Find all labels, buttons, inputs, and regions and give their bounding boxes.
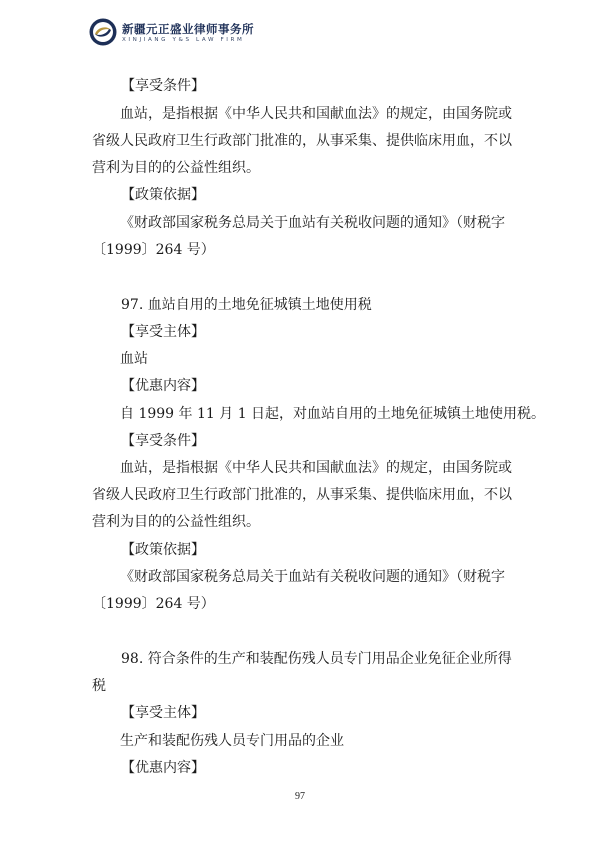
- firm-name-chinese: 新疆元正盛业律师事务所: [122, 22, 254, 36]
- item-title-continued: 税: [92, 678, 106, 694]
- section-label: 【享受主体】: [121, 705, 205, 721]
- paragraph-line: 营利为目的的公益性组织。: [92, 514, 260, 530]
- paragraph-line: 生产和装配伤残人员专门用品的企业: [120, 733, 344, 749]
- paragraph-line: 血站，是指根据《中华人民共和国献血法》的规定，由国务院或: [120, 460, 512, 476]
- item-title: 97. 血站自用的土地免征城镇土地使用税: [121, 297, 372, 313]
- paragraph-line: 自 1999 年 11 月 1 日起，对血站自用的土地免征城镇土地使用税。: [120, 406, 546, 422]
- section-label: 【享受条件】: [121, 433, 205, 449]
- section-label: 【享受条件】: [121, 78, 205, 94]
- page-number: 97: [295, 791, 305, 802]
- section-label: 【优惠内容】: [121, 378, 205, 394]
- paragraph-line: 《财政部国家税务总局关于血站有关税收问题的通知》（财税字: [120, 569, 505, 585]
- section-label: 【享受主体】: [121, 324, 205, 340]
- firm-name-english: XINJIANG Y&S LAW FIRM: [122, 37, 245, 43]
- paragraph-line: 〔1999〕264 号）: [92, 596, 215, 612]
- paragraph-line: 血站: [120, 351, 148, 367]
- section-label: 【优惠内容】: [121, 760, 205, 776]
- paragraph-line: 〔1999〕264 号）: [92, 242, 215, 258]
- section-label: 【政策依据】: [121, 542, 205, 558]
- paragraph-line: 省级人民政府卫生行政部门批准的，从事采集、提供临床用血，不以: [92, 133, 512, 149]
- paragraph-line: 血站，是指根据《中华人民共和国献血法》的规定，由国务院或: [120, 106, 512, 122]
- paragraph-line: 省级人民政府卫生行政部门批准的，从事采集、提供临床用血，不以: [92, 487, 512, 503]
- item-title: 98. 符合条件的生产和装配伤残人员专门用品企业免征企业所得: [121, 651, 512, 667]
- paragraph-line: 营利为目的的公益性组织。: [92, 160, 260, 176]
- paragraph-line: 《财政部国家税务总局关于血站有关税收问题的通知》（财税字: [120, 215, 505, 231]
- section-label: 【政策依据】: [121, 187, 205, 203]
